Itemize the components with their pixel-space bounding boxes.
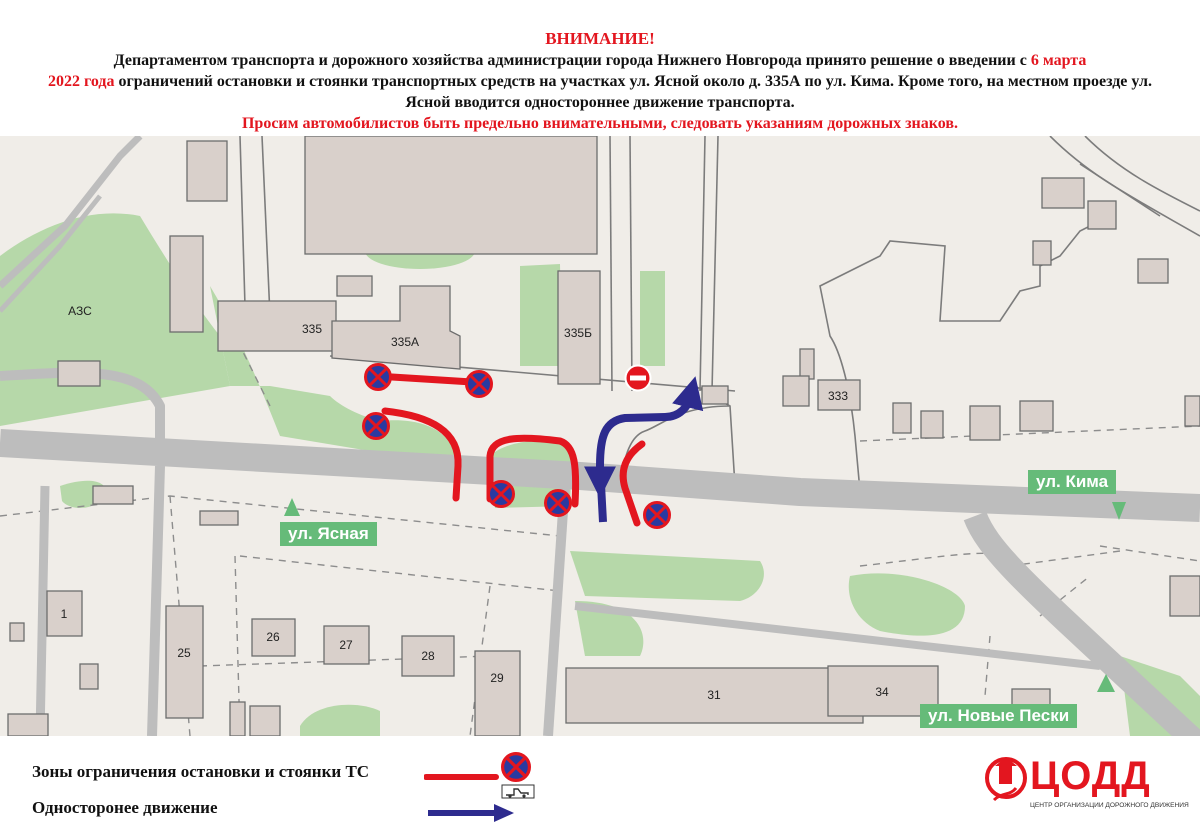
map	[0, 136, 1200, 736]
legend-oneway-label: Односторонее движение	[32, 798, 218, 817]
building-label: 31	[707, 688, 721, 702]
building-label: 335А	[390, 335, 420, 349]
notice-date-day: 6 марта	[1030, 52, 1087, 69]
no-parking-sign-icon	[503, 754, 530, 781]
building-label: 29	[490, 671, 504, 685]
notice-date-year: 2022 года	[48, 73, 115, 90]
notice-line2: ограничений остановки и стоянки транспортных средств на участках ул. Ясной около д. 335А по ул. Кима. Кроме того, на местном проезде ул. Ясной вводится одностороннее движение транспорта.	[114, 73, 1152, 111]
restriction-zone	[392, 377, 472, 382]
street-label-kima: ул. Кима	[1028, 470, 1116, 494]
logo-icon	[984, 752, 1032, 812]
building-label: 25	[177, 646, 191, 660]
street-label-novye-peski: ул. Новые Пески	[920, 704, 1077, 728]
street-label-yasnaya: ул. Ясная	[280, 522, 377, 546]
notice-line1: Департаментом транспорта и дорожного хозяйства администрации города Нижнего Новгорода принято решение о введении с	[113, 52, 1031, 69]
no-parking-sign-icon	[489, 482, 514, 507]
logo-tagline: ЦЕНТР ОРГАНИЗАЦИИ ДОРОЖНОГО ДВИЖЕНИЯ	[1030, 802, 1189, 809]
building-29	[475, 651, 520, 736]
building-label: 1	[60, 607, 68, 621]
building-label: 28	[421, 649, 435, 663]
building-label: 27	[339, 638, 353, 652]
no-parking-sign-icon	[366, 365, 391, 390]
building-label: 335Б	[564, 326, 592, 340]
notice	[0, 28, 1200, 134]
building-label: 34	[875, 685, 889, 699]
legend-restriction-label: Зоны ограничения остановки и стоянки ТС	[32, 762, 370, 781]
no-parking-sign-icon	[645, 503, 670, 528]
notice-heading: ВНИМАНИЕ!	[545, 29, 655, 48]
no-parking-sign-icon	[364, 414, 389, 439]
logo-name: ЦОДД	[1030, 754, 1151, 798]
building-25	[166, 606, 203, 718]
logo	[984, 752, 1189, 814]
legend-restriction-symbol	[424, 752, 544, 800]
building-label: 333	[827, 389, 849, 403]
no-entry-sign-icon	[626, 366, 651, 391]
legend-oneway-symbol	[424, 798, 524, 828]
no-parking-sign-icon	[467, 372, 492, 397]
tow-truck-icon	[502, 785, 534, 798]
no-parking-sign-icon	[546, 491, 571, 516]
notice-text	[45, 50, 1155, 113]
building-label: 26	[266, 630, 280, 644]
building-label: АЗС	[68, 304, 92, 318]
notice-warning: Просим автомобилистов быть предельно внимательными, следовать указаниям дорожных знаков.	[241, 115, 958, 132]
building-label: 335	[301, 322, 323, 336]
building-azs	[58, 361, 100, 386]
